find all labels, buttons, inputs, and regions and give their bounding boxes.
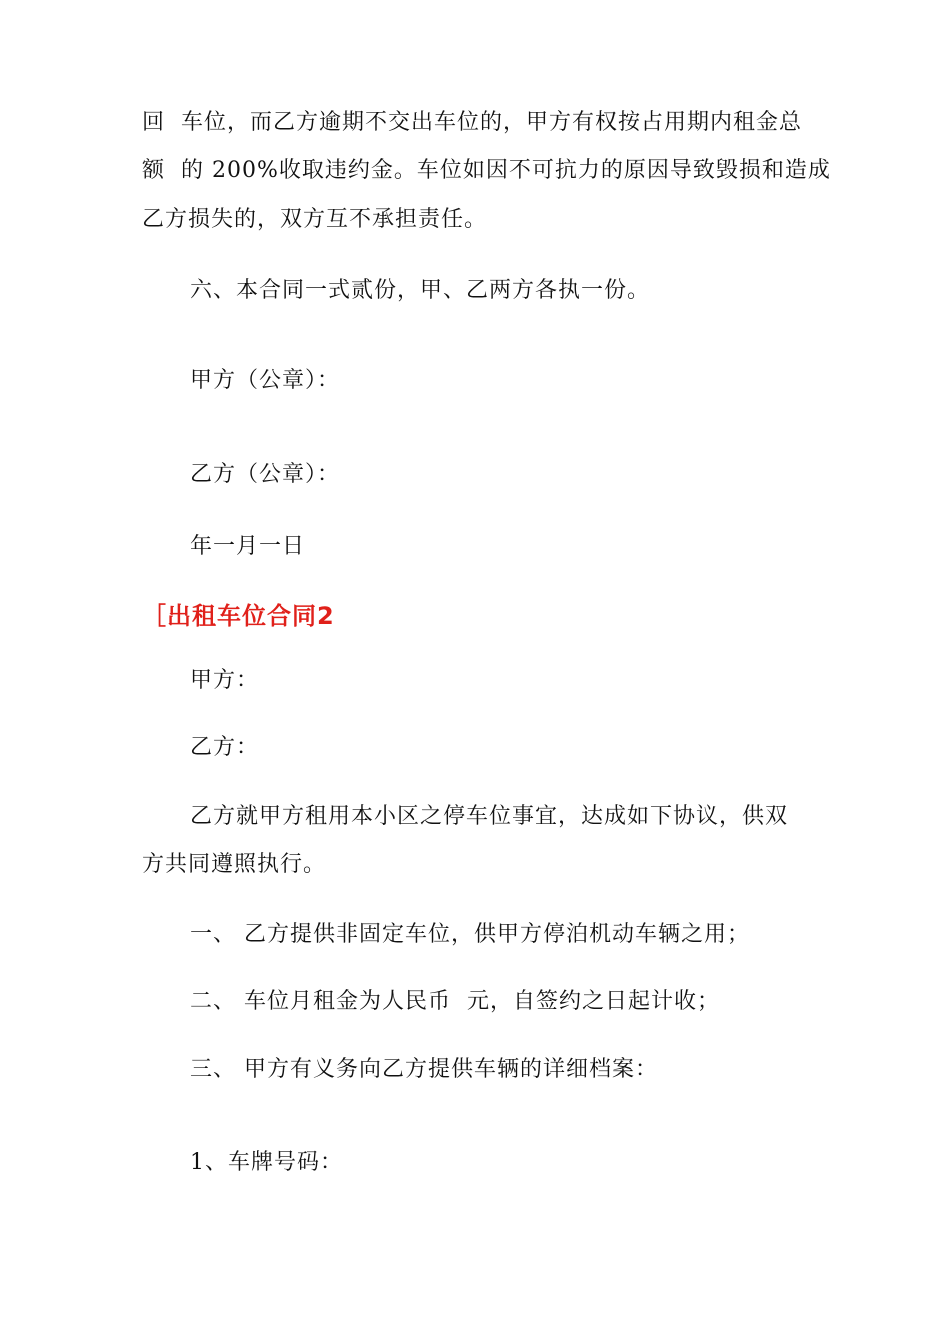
paragraph-line: 方共同遵照执行。 [142,852,327,877]
signature-party-b: 乙方（公章）： [190,462,341,487]
signature-date: 年一月一日 [190,534,306,559]
party-b-label: 乙方： [190,735,260,760]
clause-item: 三、 甲方有义务向乙方提供车辆的详细档案： [190,1057,658,1082]
paragraph-line: 回 车位，而乙方逾期不交出车位的，甲方有权按占用期内租金总 [142,110,802,135]
clause-subitem: 1、车牌号码： [190,1150,343,1175]
paragraph-line: 乙方损失的，双方互不承担责任。 [142,207,488,232]
paragraph-line: 乙方就甲方租用本小区之停车位事宜，达成如下协议，供双 [190,804,789,829]
paragraph-line: 六、本合同一式贰份，甲、乙两方各执一份。 [190,278,651,303]
signature-party-a: 甲方（公章）： [190,368,341,393]
clause-item: 二、 车位月租金为人民币 元，自签约之日起计收； [190,989,720,1014]
party-a-label: 甲方： [190,668,260,693]
section-heading: ［出租车位合同2 [142,602,335,630]
paragraph-line: 额 的 200%收取违约金。车位如因不可抗力的原因导致毁损和造成 [142,158,831,183]
clause-item: 一、 乙方提供非固定车位，供甲方停泊机动车辆之用； [190,922,750,947]
